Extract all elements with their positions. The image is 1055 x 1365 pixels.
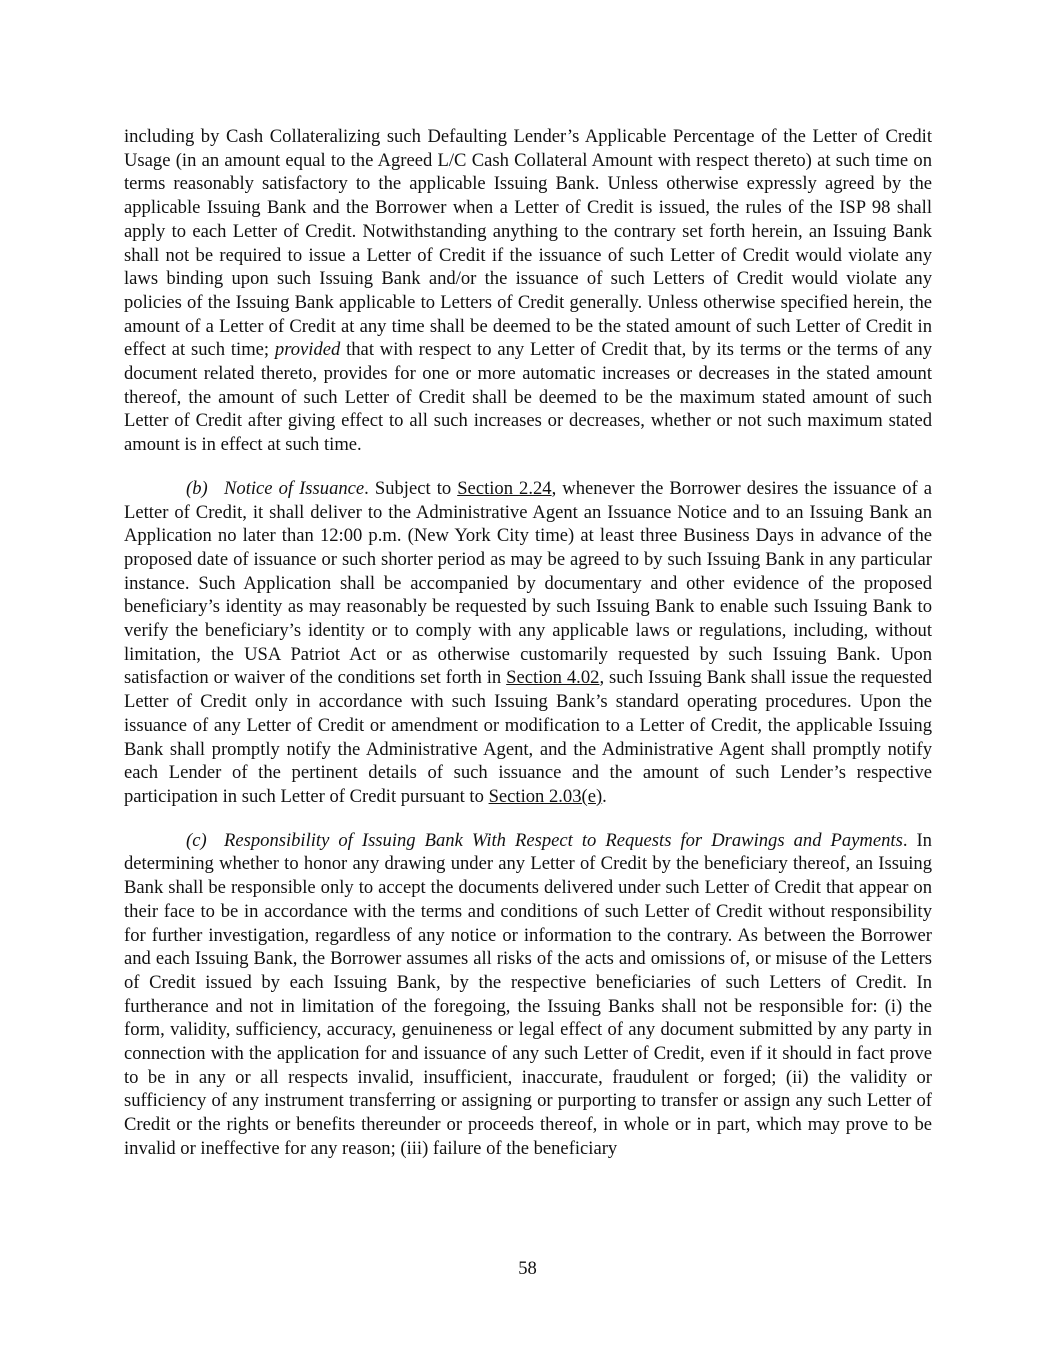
clause-heading: Notice of Issuance [224,477,365,499]
clause-label: (b) [186,477,208,499]
paragraph-text: , whenever the Borrower desires the issuance of a Letter of Credit, it shall deliver to the Administrative Agent an Issuance Notice and to an Issuing Bank an Application no later than 12:00 p.m. (New York City time) at least three Business Days in advance of the proposed date of issuance or such shorter period as may be agreed to by such Issuing Bank in any particular instance. Such Application shall be accompanied by documentary and other evidence of the proposed beneficiary’s identity as may reasonably be requested by such Issuing Bank to enable such Issuing Bank to verify the beneficiary’s identity or to comply with any applicable laws or regulations, including, without limitation, the USA Patriot Act or as otherwise customarily requested by such Issuing Bank. Upon satisfaction or waiver of the conditions set forth in [124,477,932,689]
section-reference: Section 2.24 [457,477,552,499]
paragraph-text: . In determining whether to honor any drawing under any Letter of Credit by the beneficiary thereof, an Issuing Bank shall be responsible only to accept the documents delivered under such Letter of Credit that appear on their face to be in accordance with the terms and conditions of such Letter of Credit without responsibility for further investigation, regardless of any notice or information to the contrary. As between the Borrower and each Issuing Bank, the Borrower assumes all risks of the acts and omissions of, or misuse of the Letters of Credit issued by each Issuing Bank, by the respective beneficiaries of such Letters of Credit. In furtherance and not in limitation of the foregoing, the Issuing Banks shall not be responsible for: (i) the form, validity, sufficiency, accuracy, genuineness or legal effect of any document submitted by any party in connection with the application for and issuance of any such Letter of Credit, even if it should in fact prove to be in any or all respects invalid, insufficient, inaccurate, fraudulent or forged; (ii) the validity or sufficiency of any instrument transferring or assigning or purporting to transfer or assign any such Letter of Credit or the rights or benefits thereunder or proceeds thereof, in whole or in part, which may prove to be invalid or ineffective for any reason; (iii) failure of the beneficiary [124,829,932,1159]
paragraph-text: that with respect to any Letter of Credit that, by its terms or the terms of any document related thereto, provides for one or more automatic increases or decreases in the stated amount thereof, the amount of such Letter of Credit shall be deemed to be the maximum stated amount of such Letter of Credit after giving effect to all such increases or decreases, whether or not such maximum stated amount is in effect at such time. [124,339,932,456]
clause-label: (c) [186,829,207,851]
clause-heading: Responsibility of Issuing Bank With Respect to Requests for Drawings and Payments [224,829,903,851]
document-page [124,125,932,1181]
proviso-term: provided [274,339,341,361]
paragraph-continuation [124,125,932,457]
paragraph-b-notice-of-issuance [124,477,932,809]
section-reference: Section 2.03(e) [488,785,603,807]
paragraph-c-responsibility [124,829,932,1161]
paragraph-text: . [602,785,607,807]
page-number: 58 [518,1258,537,1279]
paragraph-text: including by Cash Collateralizing such Defaulting Lender’s Applicable Percentage of the Letter of Credit Usage (in an amount equal to the Agreed L/C Cash Collateral Amount with respect thereto) at such time on terms reasonably satisfactory to the applicable Issuing Bank. Unless otherwise expressly agreed by the applicable Issuing Bank and the Borrower when a Letter of Credit is issued, the rules of the ISP 98 shall apply to each Letter of Credit. Notwithstanding anything to the contrary set forth herein, an Issuing Bank shall not be required to issue a Letter of Credit if the issuance of such Letter of Credit would violate any laws binding upon such Issuing Bank and/or the issuance of such Letters of Credit would violate any policies of the Issuing Bank applicable to Letters of Credit generally. Unless otherwise specified herein, the amount of a Letter of Credit at any time shall be deemed to be the stated amount of such Letter of Credit in effect at such time; [124,126,932,361]
paragraph-text: . Subject to [364,477,458,499]
paragraph-text: , such Issuing Bank shall issue the requested Letter of Credit only in accordance with such Issuing Bank’s standard operating procedures. Upon the issuance of any Letter of Credit or amendment or modification to a Letter of Credit, the applicable Issuing Bank shall promptly notify the Administrative Agent, and the Administrative Agent shall promptly notify each Lender of the pertinent details of such issuance and the amount of such Lender’s respective participation in such Letter of Credit pursuant to [124,667,932,807]
section-reference: Section 4.02 [506,667,600,689]
